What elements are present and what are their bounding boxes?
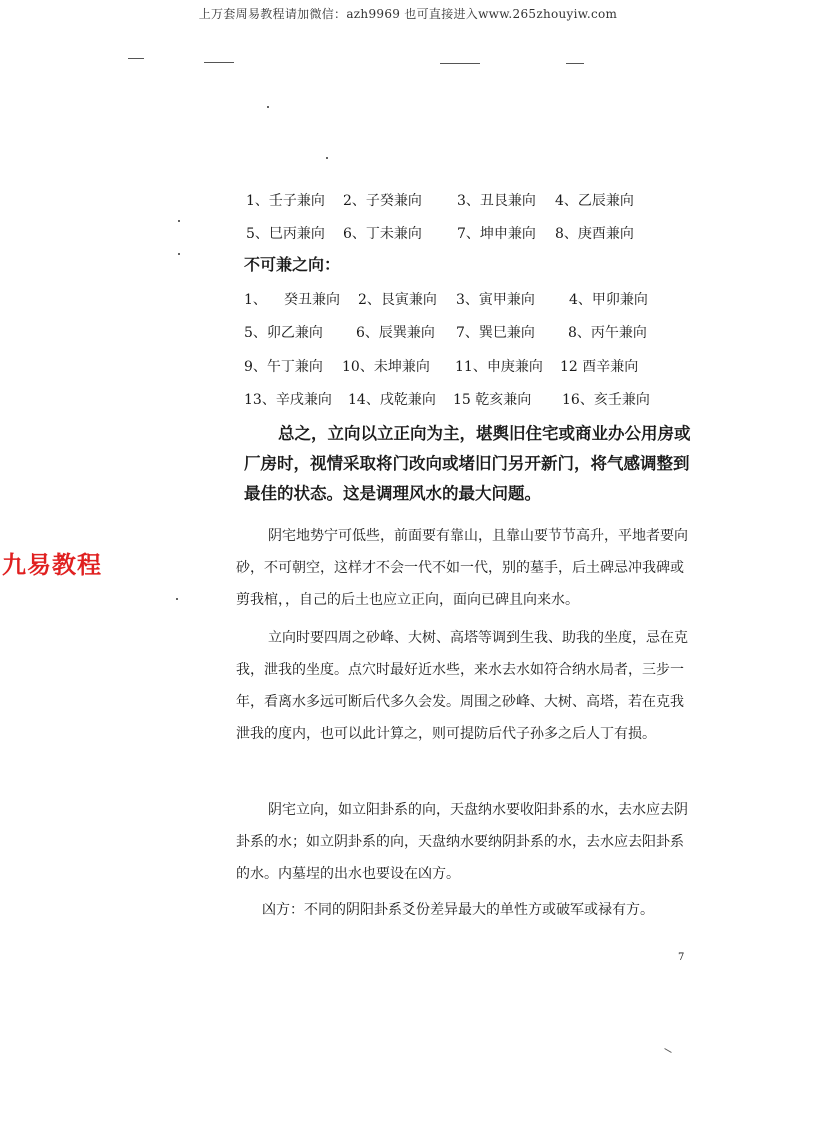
direction-item: 14、戌乾兼向 [348, 392, 436, 408]
direction-item: 2、艮寅兼向 [358, 292, 437, 308]
scan-artifact [178, 220, 180, 222]
cannot-combine-row [244, 285, 664, 315]
direction-item: 7、坤申兼向 [457, 226, 536, 242]
scan-artifact [664, 1048, 671, 1053]
body-paragraph: 凶方：不同的阴阳卦系爻份差异最大的单性方或破军或禄有方。 [262, 902, 654, 918]
watermark-logo: 九易教程 [2, 551, 102, 579]
header-banner: 上万套周易教程请加微信：azh9969 也可直接进入www.265zhouyiw.com [198, 7, 618, 21]
direction-item: 3、寅甲兼向 [456, 292, 535, 308]
cannot-combine-row [244, 385, 664, 415]
direction-item: 13、辛戌兼向 [244, 392, 332, 408]
scan-artifact [440, 63, 480, 64]
scan-artifact [204, 62, 234, 63]
direction-item: 12 酉辛兼向 [560, 359, 639, 375]
direction-item: 6、丁未兼向 [343, 226, 422, 242]
direction-item: 3、丑艮兼向 [457, 193, 536, 209]
scan-artifact [326, 157, 328, 159]
direction-item: 4、甲卯兼向 [569, 292, 648, 308]
direction-item: 癸丑兼向 [284, 292, 340, 308]
cannot-combine-row [244, 318, 664, 348]
direction-item: 8、庚酉兼向 [555, 226, 634, 242]
page-number: 7 [678, 952, 685, 963]
direction-item: 4、乙辰兼向 [555, 193, 634, 209]
direction-item: 15 乾亥兼向 [453, 392, 532, 408]
direction-item: 1、壬子兼向 [246, 193, 325, 209]
direction-item: 11、申庚兼向 [455, 359, 543, 375]
can-combine-row [246, 186, 666, 216]
body-paragraph: 立向时要四周之砂峰、大树、高塔等调到生我、助我的坐度，忌在克我，泄我的坐度。点穴时最好近水些，来水去水如符合纳水局者，三步一年，看离水多远可断后代多久会发。周围之砂峰、大树、高塔，若在克我泄我的度内，也可以此计算之，则可提防后代子孙多之后人丁有损。 [236, 630, 688, 742]
scan-artifact [267, 106, 269, 108]
scan-artifact [128, 58, 144, 59]
summary-paragraph: 总之，立向以立正向为主，堪舆旧住宅或商业办公用房或厂房时，视情采取将门改向或堵旧门另开新门，将气感调整到最佳的状态。这是调理风水的最大问题。 [244, 424, 691, 503]
body-paragraph: 阴宅立向，如立阳卦系的向，天盘纳水要收阳卦系的水，去水应去阴卦系的水；如立阴卦系的向，天盘纳水要纳阴卦系的水，去水应去阳卦系的水。内墓埕的出水也要设在凶方。 [236, 802, 688, 882]
direction-item: 9、午丁兼向 [244, 359, 323, 375]
can-combine-row [246, 219, 666, 249]
direction-item: 5、巳丙兼向 [246, 226, 325, 242]
cannot-combine-row [244, 352, 664, 382]
direction-item: 7、巽巳兼向 [456, 325, 535, 341]
direction-item: 10、未坤兼向 [342, 359, 430, 375]
direction-item: 2、子癸兼向 [343, 193, 422, 209]
direction-item: 1、 [244, 292, 267, 308]
direction-item: 8、丙午兼向 [568, 325, 647, 341]
scan-artifact [178, 253, 180, 255]
direction-item: 16、亥壬兼向 [562, 392, 650, 408]
body-paragraph: 阴宅地势宁可低些，前面要有靠山，且靠山要节节高升，平地者要向砂，不可朝空，这样才不会一代不如一代，别的墓手，后土碑忌冲我碑或剪我棺，，自己的后土也应立正向，面向已碑且向来水。 [236, 528, 688, 608]
direction-item: 5、卯乙兼向 [244, 325, 323, 341]
scan-artifact [176, 598, 178, 600]
section-heading: 不可兼之向： [244, 255, 341, 274]
scan-artifact [566, 63, 584, 64]
direction-item: 6、辰巽兼向 [356, 325, 435, 341]
